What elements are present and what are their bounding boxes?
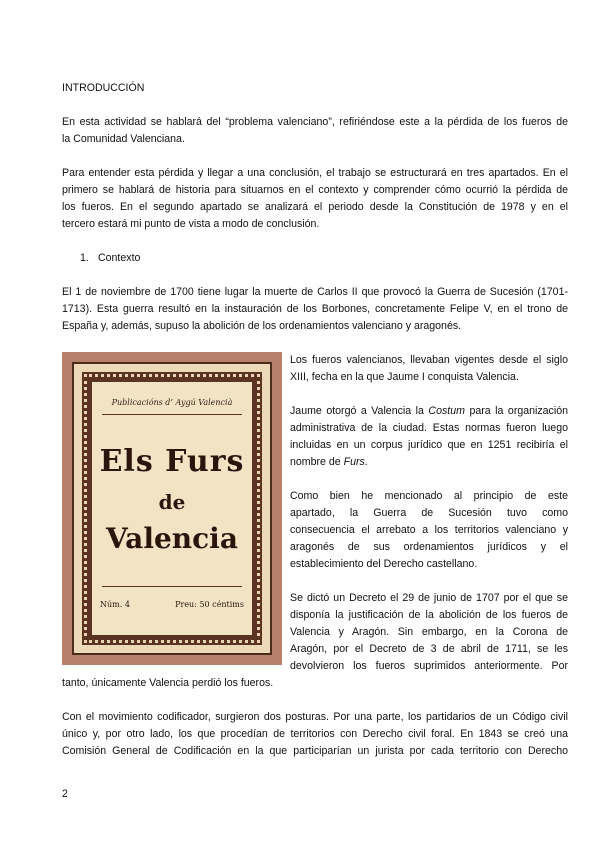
cover-number: Núm. 4	[100, 600, 130, 609]
paragraph-2-line-2: primero se hablará de historia para situarnos en el contexto y comprender cómo ocurrió la pérdida de	[62, 184, 568, 196]
paragraph-4-line-2: XIII, fecha en la que Jaume I conquista Valencia.	[290, 371, 519, 383]
cover-rule	[102, 586, 242, 587]
paragraph-2-line-3: los fueros. En el segundo apartado se analizará el periodo desde la Constitución de 1978 y en el	[62, 201, 568, 213]
paragraph-7-line-2: disponía la justificación de la abolición de los fueros de	[290, 609, 568, 621]
paragraph-2-line-1: Para entender esta pérdida y llegar a una conclusión, el trabajo se estructurará en tres apartados. En el	[62, 167, 568, 179]
paragraph-5-line-4: nombre de Furs.	[290, 456, 368, 468]
paragraph-8-line-3: Comisión General de Codificación en la que participarían un jurista por cada territorio con Derecho	[62, 745, 568, 757]
cover-title-line-3: Valencia	[106, 522, 238, 555]
section-title: Contexto	[98, 252, 141, 264]
paragraph-7-line-4: Aragón, por el Decreto de 3 de abril de 1711, se les	[290, 643, 568, 655]
paragraph-1-line-1: En esta actividad se hablará del “problema valenciano”, refiriéndose este a la pérdida de los fueros de	[62, 116, 568, 128]
paragraph-4-line-1: Los fueros valencianos, llevaban vigentes desde el siglo	[290, 354, 568, 366]
paragraph-8-line-1: Con el movimiento codificador, surgieron dos posturas. Por una parte, los partidarios de un Código civil	[62, 711, 568, 723]
paragraph-7-line-5: devolvieron los fueros suprimidos anteriormente. Por	[290, 660, 568, 672]
paragraph-7-line-3: Valencia y Aragón. Sin embargo, en la Corona de	[290, 626, 568, 638]
paragraph-2-line-4: tercero estará mi punto de vista a modo de conclusión.	[62, 218, 320, 230]
page-heading: INTRODUCCIÓN	[62, 82, 145, 94]
paragraph-5-line-3: incluidas en un corpus jurídico que en 1251 recibiría el	[290, 439, 568, 451]
emphasis-costum: Costum	[428, 405, 465, 417]
cover-title-line-2: de	[158, 490, 186, 514]
cover-price: Preu: 50 céntims	[175, 600, 244, 609]
page-number: 2	[62, 788, 68, 800]
paragraph-6-line-4: aragonés de sus ordenamientos jurídicos y el	[290, 541, 568, 553]
paragraph-5-line-2: administrativa de la ciudad. Estas normas fueron luego	[290, 422, 568, 434]
paragraph-6-line-1: Como bien he mencionado al principio de este	[290, 490, 568, 502]
paragraph-8-line-2: único y, por otro lado, los que procedían de territorios con Derecho civil foral. En 1843 se creó una	[62, 728, 568, 740]
paragraph-6-line-2: apartado, la Guerra de Sucesión tuvo como	[290, 507, 568, 519]
paragraph-5-line-1: Jaume otorgó a Valencia la Costum para la organización	[290, 405, 568, 417]
book-cover-image	[62, 352, 282, 665]
cover-title-line-1: Els Furs	[99, 444, 245, 479]
section-number: 1.	[80, 252, 89, 264]
paragraph-3-line-2: 1713). Esta guerra resultó en la instauración de los Borbones, concretamente Felipe V, en el trono de	[62, 303, 568, 315]
paragraph-1-line-2: la Comunidad Valenciana.	[62, 133, 185, 145]
cover-footer	[100, 600, 244, 609]
paragraph-6-line-5: establecimiento del Derecho castellano.	[290, 558, 478, 570]
cover-publisher: Publicacións d’ Aygú Valencià	[111, 398, 233, 407]
paragraph-3-line-3: España y, además, supuso la abolición de los ordenamientos valenciano y aragonés.	[62, 320, 462, 332]
emphasis-furs: Furs	[343, 456, 365, 468]
paragraph-6-line-3: consecuencia el arrebato a los territorios valenciano y	[290, 524, 568, 536]
paragraph-7-line-1: Se dictó un Decreto el 29 de junio de 1707 por el que se	[290, 592, 568, 604]
paragraph-3-line-1: El 1 de noviembre de 1700 tiene lugar la muerte de Carlos II que provocó la Guerra de Sucesión (1701-	[62, 286, 568, 298]
paragraph-7-line-6: tanto, únicamente Valencia perdió los fueros.	[62, 677, 274, 689]
cover-rule	[102, 414, 242, 415]
